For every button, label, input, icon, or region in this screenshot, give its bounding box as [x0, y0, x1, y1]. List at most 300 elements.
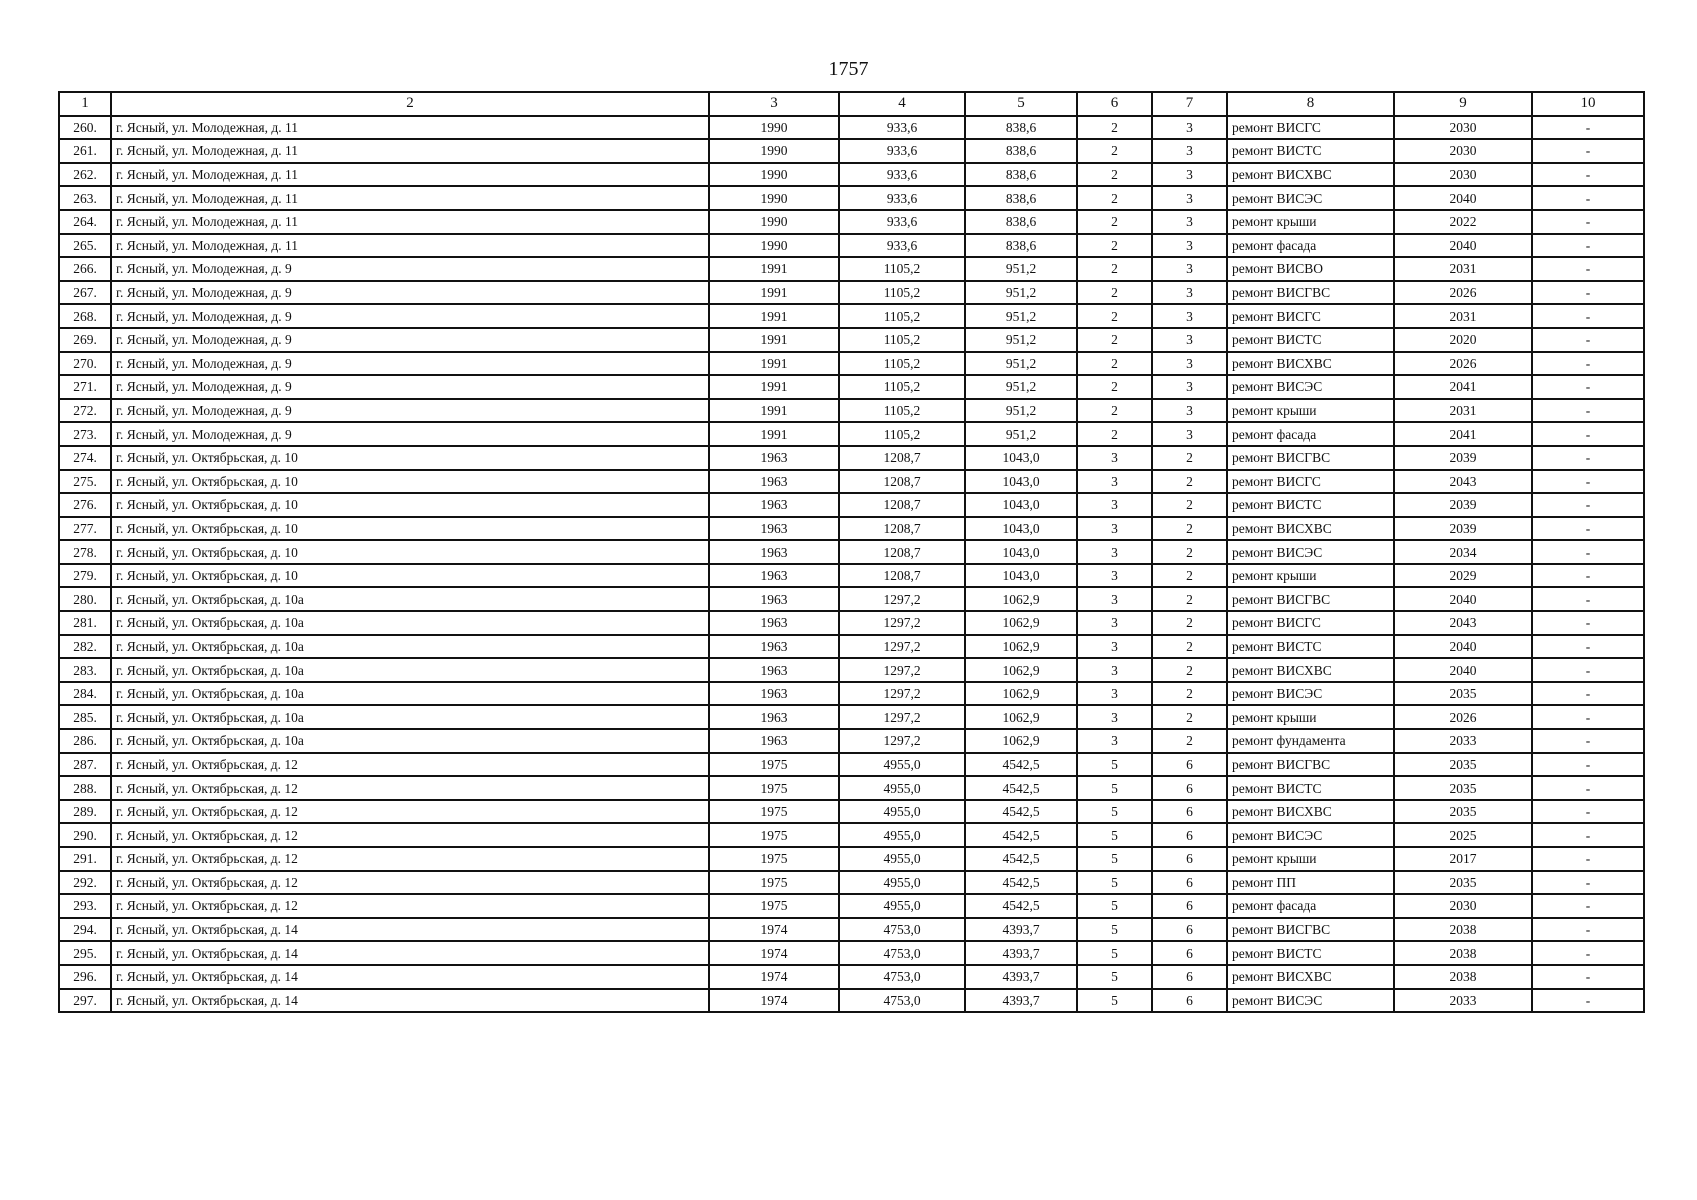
entrances-cell: 6: [1152, 753, 1227, 777]
planned-year-cell: 2030: [1394, 163, 1532, 187]
floors-cell: 3: [1077, 729, 1152, 753]
row-number-cell: 271.: [59, 375, 111, 399]
build-year-cell: 1991: [709, 304, 839, 328]
work-type-cell: ремонт ВИСХВС: [1227, 965, 1394, 989]
note-cell: -: [1532, 729, 1644, 753]
total-area-cell: 1297,2: [839, 705, 965, 729]
floors-cell: 2: [1077, 281, 1152, 305]
floors-cell: 3: [1077, 705, 1152, 729]
row-number-cell: 282.: [59, 635, 111, 659]
living-area-cell: 4393,7: [965, 918, 1077, 942]
address-cell: г. Ясный, ул. Молодежная, д. 11: [111, 163, 709, 187]
build-year-cell: 1974: [709, 941, 839, 965]
floors-cell: 5: [1077, 753, 1152, 777]
work-type-cell: ремонт ВИСХВС: [1227, 800, 1394, 824]
address-cell: г. Ясный, ул. Октябрьская, д. 10а: [111, 682, 709, 706]
entrances-cell: 3: [1152, 139, 1227, 163]
note-cell: -: [1532, 847, 1644, 871]
row-number-cell: 287.: [59, 753, 111, 777]
row-number-cell: 291.: [59, 847, 111, 871]
living-area-cell: 4542,5: [965, 871, 1077, 895]
floors-cell: 2: [1077, 210, 1152, 234]
total-area-cell: 1105,2: [839, 328, 965, 352]
note-cell: -: [1532, 422, 1644, 446]
table-row: [59, 871, 1644, 895]
table-row: [59, 847, 1644, 871]
living-area-cell: 1062,9: [965, 587, 1077, 611]
build-year-cell: 1963: [709, 540, 839, 564]
total-area-cell: 4955,0: [839, 776, 965, 800]
row-number-cell: 278.: [59, 540, 111, 564]
work-type-cell: ремонт ВИСГВС: [1227, 918, 1394, 942]
build-year-cell: 1963: [709, 682, 839, 706]
floors-cell: 2: [1077, 375, 1152, 399]
planned-year-cell: 2035: [1394, 776, 1532, 800]
floors-cell: 5: [1077, 894, 1152, 918]
table-row: [59, 470, 1644, 494]
living-area-cell: 951,2: [965, 352, 1077, 376]
row-number-cell: 285.: [59, 705, 111, 729]
build-year-cell: 1975: [709, 823, 839, 847]
table-row: [59, 540, 1644, 564]
living-area-cell: 838,6: [965, 139, 1077, 163]
row-number-cell: 265.: [59, 234, 111, 258]
entrances-cell: 6: [1152, 776, 1227, 800]
work-type-cell: ремонт ВИСТС: [1227, 941, 1394, 965]
entrances-cell: 2: [1152, 446, 1227, 470]
entrances-cell: 3: [1152, 210, 1227, 234]
build-year-cell: 1991: [709, 352, 839, 376]
floors-cell: 3: [1077, 470, 1152, 494]
build-year-cell: 1963: [709, 658, 839, 682]
row-number-cell: 272.: [59, 399, 111, 423]
work-type-cell: ремонт ВИСХВС: [1227, 163, 1394, 187]
floors-cell: 3: [1077, 635, 1152, 659]
build-year-cell: 1963: [709, 705, 839, 729]
total-area-cell: 1105,2: [839, 281, 965, 305]
table-row: [59, 587, 1644, 611]
work-type-cell: ремонт ВИСХВС: [1227, 658, 1394, 682]
living-area-cell: 1043,0: [965, 517, 1077, 541]
work-type-cell: ремонт фундамента: [1227, 729, 1394, 753]
planned-year-cell: 2038: [1394, 941, 1532, 965]
entrances-cell: 3: [1152, 257, 1227, 281]
build-year-cell: 1975: [709, 847, 839, 871]
row-number-cell: 283.: [59, 658, 111, 682]
living-area-cell: 1043,0: [965, 564, 1077, 588]
living-area-cell: 951,2: [965, 422, 1077, 446]
work-type-cell: ремонт ВИСГС: [1227, 470, 1394, 494]
total-area-cell: 933,6: [839, 210, 965, 234]
total-area-cell: 1105,2: [839, 399, 965, 423]
living-area-cell: 951,2: [965, 375, 1077, 399]
note-cell: -: [1532, 965, 1644, 989]
planned-year-cell: 2020: [1394, 328, 1532, 352]
address-cell: г. Ясный, ул. Октябрьская, д. 10а: [111, 658, 709, 682]
planned-year-cell: 2035: [1394, 871, 1532, 895]
planned-year-cell: 2031: [1394, 304, 1532, 328]
entrances-cell: 2: [1152, 564, 1227, 588]
build-year-cell: 1991: [709, 257, 839, 281]
row-number-cell: 280.: [59, 587, 111, 611]
build-year-cell: 1990: [709, 116, 839, 140]
total-area-cell: 933,6: [839, 116, 965, 140]
work-type-cell: ремонт фасада: [1227, 234, 1394, 258]
living-area-cell: 1043,0: [965, 446, 1077, 470]
floors-cell: 3: [1077, 446, 1152, 470]
floors-cell: 2: [1077, 257, 1152, 281]
address-cell: г. Ясный, ул. Октябрьская, д. 12: [111, 894, 709, 918]
floors-cell: 2: [1077, 304, 1152, 328]
planned-year-cell: 2038: [1394, 918, 1532, 942]
living-area-cell: 1062,9: [965, 705, 1077, 729]
note-cell: -: [1532, 139, 1644, 163]
entrances-cell: 6: [1152, 871, 1227, 895]
floors-cell: 3: [1077, 517, 1152, 541]
address-cell: г. Ясный, ул. Молодежная, д. 9: [111, 328, 709, 352]
address-cell: г. Ясный, ул. Октябрьская, д. 14: [111, 941, 709, 965]
work-type-cell: ремонт ВИСХВС: [1227, 352, 1394, 376]
floors-cell: 3: [1077, 611, 1152, 635]
table-row: [59, 163, 1644, 187]
total-area-cell: 4955,0: [839, 847, 965, 871]
floors-cell: 5: [1077, 823, 1152, 847]
total-area-cell: 933,6: [839, 139, 965, 163]
total-area-cell: 933,6: [839, 186, 965, 210]
planned-year-cell: 2030: [1394, 139, 1532, 163]
planned-year-cell: 2040: [1394, 186, 1532, 210]
note-cell: -: [1532, 281, 1644, 305]
table-row: [59, 611, 1644, 635]
work-type-cell: ремонт ВИСЭС: [1227, 186, 1394, 210]
address-cell: г. Ясный, ул. Октябрьская, д. 10: [111, 540, 709, 564]
note-cell: -: [1532, 186, 1644, 210]
build-year-cell: 1990: [709, 210, 839, 234]
column-header: 4: [839, 92, 965, 116]
note-cell: -: [1532, 375, 1644, 399]
living-area-cell: 838,6: [965, 234, 1077, 258]
note-cell: -: [1532, 871, 1644, 895]
address-cell: г. Ясный, ул. Молодежная, д. 9: [111, 257, 709, 281]
entrances-cell: 2: [1152, 493, 1227, 517]
work-type-cell: ремонт ВИСГС: [1227, 304, 1394, 328]
planned-year-cell: 2041: [1394, 422, 1532, 446]
planned-year-cell: 2034: [1394, 540, 1532, 564]
row-number-cell: 268.: [59, 304, 111, 328]
work-type-cell: ремонт ВИСГВС: [1227, 446, 1394, 470]
address-cell: г. Ясный, ул. Молодежная, д. 9: [111, 422, 709, 446]
note-cell: -: [1532, 304, 1644, 328]
floors-cell: 5: [1077, 847, 1152, 871]
planned-year-cell: 2030: [1394, 116, 1532, 140]
living-area-cell: 1062,9: [965, 682, 1077, 706]
build-year-cell: 1991: [709, 281, 839, 305]
note-cell: -: [1532, 682, 1644, 706]
living-area-cell: 4542,5: [965, 823, 1077, 847]
entrances-cell: 3: [1152, 234, 1227, 258]
row-number-cell: 284.: [59, 682, 111, 706]
work-type-cell: ремонт фасада: [1227, 894, 1394, 918]
build-year-cell: 1963: [709, 564, 839, 588]
row-number-cell: 260.: [59, 116, 111, 140]
work-type-cell: ремонт ВИСТС: [1227, 139, 1394, 163]
work-type-cell: ремонт ВИСТС: [1227, 493, 1394, 517]
table-row: [59, 776, 1644, 800]
entrances-cell: 6: [1152, 800, 1227, 824]
planned-year-cell: 2043: [1394, 611, 1532, 635]
planned-year-cell: 2039: [1394, 517, 1532, 541]
row-number-cell: 276.: [59, 493, 111, 517]
address-cell: г. Ясный, ул. Октябрьская, д. 10: [111, 564, 709, 588]
living-area-cell: 1062,9: [965, 658, 1077, 682]
table-row: [59, 139, 1644, 163]
build-year-cell: 1974: [709, 965, 839, 989]
address-cell: г. Ясный, ул. Октябрьская, д. 14: [111, 965, 709, 989]
table-row: [59, 517, 1644, 541]
floors-cell: 2: [1077, 422, 1152, 446]
note-cell: -: [1532, 918, 1644, 942]
note-cell: -: [1532, 564, 1644, 588]
planned-year-cell: 2033: [1394, 729, 1532, 753]
living-area-cell: 951,2: [965, 328, 1077, 352]
table-row: [59, 658, 1644, 682]
address-cell: г. Ясный, ул. Молодежная, д. 9: [111, 281, 709, 305]
floors-cell: 5: [1077, 800, 1152, 824]
entrances-cell: 3: [1152, 352, 1227, 376]
work-type-cell: ремонт ВИСГВС: [1227, 587, 1394, 611]
row-number-cell: 269.: [59, 328, 111, 352]
address-cell: г. Ясный, ул. Октябрьская, д. 14: [111, 989, 709, 1013]
planned-year-cell: 2041: [1394, 375, 1532, 399]
planned-year-cell: 2039: [1394, 446, 1532, 470]
total-area-cell: 1297,2: [839, 635, 965, 659]
planned-year-cell: 2040: [1394, 658, 1532, 682]
entrances-cell: 3: [1152, 186, 1227, 210]
table-row: [59, 894, 1644, 918]
note-cell: -: [1532, 328, 1644, 352]
floors-cell: 3: [1077, 682, 1152, 706]
address-cell: г. Ясный, ул. Октябрьская, д. 12: [111, 776, 709, 800]
total-area-cell: 1297,2: [839, 587, 965, 611]
table-row: [59, 304, 1644, 328]
entrances-cell: 3: [1152, 328, 1227, 352]
row-number-cell: 288.: [59, 776, 111, 800]
table-row: [59, 705, 1644, 729]
note-cell: -: [1532, 163, 1644, 187]
floors-cell: 3: [1077, 493, 1152, 517]
entrances-cell: 3: [1152, 163, 1227, 187]
row-number-cell: 294.: [59, 918, 111, 942]
entrances-cell: 2: [1152, 658, 1227, 682]
entrances-cell: 6: [1152, 989, 1227, 1013]
living-area-cell: 838,6: [965, 116, 1077, 140]
floors-cell: 3: [1077, 564, 1152, 588]
column-header: 7: [1152, 92, 1227, 116]
row-number-cell: 261.: [59, 139, 111, 163]
build-year-cell: 1990: [709, 234, 839, 258]
total-area-cell: 4753,0: [839, 918, 965, 942]
address-cell: г. Ясный, ул. Октябрьская, д. 10: [111, 470, 709, 494]
note-cell: -: [1532, 517, 1644, 541]
planned-year-cell: 2040: [1394, 635, 1532, 659]
work-type-cell: ремонт ВИСВО: [1227, 257, 1394, 281]
build-year-cell: 1991: [709, 375, 839, 399]
entrances-cell: 2: [1152, 729, 1227, 753]
planned-year-cell: 2031: [1394, 399, 1532, 423]
row-number-cell: 296.: [59, 965, 111, 989]
address-cell: г. Ясный, ул. Молодежная, д. 9: [111, 399, 709, 423]
floors-cell: 2: [1077, 352, 1152, 376]
planned-year-cell: 2026: [1394, 352, 1532, 376]
total-area-cell: 933,6: [839, 234, 965, 258]
living-area-cell: 4393,7: [965, 989, 1077, 1013]
row-number-cell: 274.: [59, 446, 111, 470]
living-area-cell: 951,2: [965, 257, 1077, 281]
total-area-cell: 4955,0: [839, 753, 965, 777]
row-number-cell: 293.: [59, 894, 111, 918]
total-area-cell: 1105,2: [839, 304, 965, 328]
note-cell: -: [1532, 800, 1644, 824]
living-area-cell: 1062,9: [965, 611, 1077, 635]
row-number-cell: 263.: [59, 186, 111, 210]
note-cell: -: [1532, 705, 1644, 729]
table-row: [59, 682, 1644, 706]
build-year-cell: 1991: [709, 328, 839, 352]
table-row: [59, 918, 1644, 942]
address-cell: г. Ясный, ул. Октябрьская, д. 12: [111, 871, 709, 895]
floors-cell: 5: [1077, 989, 1152, 1013]
column-header: 3: [709, 92, 839, 116]
entrances-cell: 3: [1152, 116, 1227, 140]
living-area-cell: 4393,7: [965, 965, 1077, 989]
work-type-cell: ремонт ПП: [1227, 871, 1394, 895]
address-cell: г. Ясный, ул. Молодежная, д. 11: [111, 139, 709, 163]
entrances-cell: 6: [1152, 965, 1227, 989]
work-type-cell: ремонт крыши: [1227, 705, 1394, 729]
work-type-cell: ремонт крыши: [1227, 399, 1394, 423]
table-row: [59, 493, 1644, 517]
address-cell: г. Ясный, ул. Октябрьская, д. 10а: [111, 729, 709, 753]
living-area-cell: 1043,0: [965, 493, 1077, 517]
floors-cell: 2: [1077, 116, 1152, 140]
build-year-cell: 1963: [709, 517, 839, 541]
living-area-cell: 1062,9: [965, 635, 1077, 659]
column-header: 9: [1394, 92, 1532, 116]
table-row: [59, 257, 1644, 281]
total-area-cell: 4753,0: [839, 989, 965, 1013]
row-number-cell: 295.: [59, 941, 111, 965]
floors-cell: 5: [1077, 918, 1152, 942]
total-area-cell: 933,6: [839, 163, 965, 187]
row-number-cell: 281.: [59, 611, 111, 635]
living-area-cell: 951,2: [965, 399, 1077, 423]
work-type-cell: ремонт крыши: [1227, 847, 1394, 871]
living-area-cell: 838,6: [965, 163, 1077, 187]
table-row: [59, 186, 1644, 210]
planned-year-cell: 2030: [1394, 894, 1532, 918]
total-area-cell: 4955,0: [839, 800, 965, 824]
entrances-cell: 6: [1152, 918, 1227, 942]
build-year-cell: 1963: [709, 729, 839, 753]
row-number-cell: 289.: [59, 800, 111, 824]
table-row: [59, 399, 1644, 423]
build-year-cell: 1990: [709, 186, 839, 210]
column-header: 1: [59, 92, 111, 116]
note-cell: -: [1532, 470, 1644, 494]
planned-year-cell: 2026: [1394, 281, 1532, 305]
address-cell: г. Ясный, ул. Октябрьская, д. 10а: [111, 705, 709, 729]
living-area-cell: 951,2: [965, 304, 1077, 328]
entrances-cell: 6: [1152, 823, 1227, 847]
planned-year-cell: 2039: [1394, 493, 1532, 517]
work-type-cell: ремонт крыши: [1227, 564, 1394, 588]
address-cell: г. Ясный, ул. Октябрьская, д. 12: [111, 800, 709, 824]
living-area-cell: 4542,5: [965, 800, 1077, 824]
floors-cell: 5: [1077, 776, 1152, 800]
entrances-cell: 6: [1152, 847, 1227, 871]
total-area-cell: 1208,7: [839, 446, 965, 470]
floors-cell: 3: [1077, 658, 1152, 682]
total-area-cell: 4955,0: [839, 823, 965, 847]
total-area-cell: 1105,2: [839, 352, 965, 376]
row-number-cell: 262.: [59, 163, 111, 187]
address-cell: г. Ясный, ул. Октябрьская, д. 10а: [111, 611, 709, 635]
column-header: 8: [1227, 92, 1394, 116]
repair-registry-table: [58, 91, 1645, 1013]
planned-year-cell: 2035: [1394, 800, 1532, 824]
column-header: 5: [965, 92, 1077, 116]
row-number-cell: 297.: [59, 989, 111, 1013]
entrances-cell: 2: [1152, 611, 1227, 635]
build-year-cell: 1975: [709, 800, 839, 824]
living-area-cell: 1062,9: [965, 729, 1077, 753]
table-row: [59, 234, 1644, 258]
total-area-cell: 4955,0: [839, 871, 965, 895]
total-area-cell: 1297,2: [839, 729, 965, 753]
floors-cell: 2: [1077, 139, 1152, 163]
entrances-cell: 6: [1152, 941, 1227, 965]
work-type-cell: ремонт ВИСЭС: [1227, 823, 1394, 847]
build-year-cell: 1963: [709, 470, 839, 494]
work-type-cell: ремонт ВИСТС: [1227, 635, 1394, 659]
row-number-cell: 286.: [59, 729, 111, 753]
row-number-cell: 273.: [59, 422, 111, 446]
build-year-cell: 1963: [709, 587, 839, 611]
page-number: 1757: [828, 58, 869, 80]
total-area-cell: 1208,7: [839, 470, 965, 494]
work-type-cell: ремонт ВИСЭС: [1227, 540, 1394, 564]
planned-year-cell: 2033: [1394, 989, 1532, 1013]
address-cell: г. Ясный, ул. Молодежная, д. 9: [111, 352, 709, 376]
column-number-row: [59, 92, 1644, 116]
table-row: [59, 941, 1644, 965]
total-area-cell: 1105,2: [839, 257, 965, 281]
table-row: [59, 210, 1644, 234]
build-year-cell: 1991: [709, 422, 839, 446]
planned-year-cell: 2022: [1394, 210, 1532, 234]
note-cell: -: [1532, 894, 1644, 918]
note-cell: -: [1532, 540, 1644, 564]
floors-cell: 2: [1077, 399, 1152, 423]
work-type-cell: ремонт крыши: [1227, 210, 1394, 234]
build-year-cell: 1975: [709, 894, 839, 918]
address-cell: г. Ясный, ул. Молодежная, д. 9: [111, 375, 709, 399]
column-header: 10: [1532, 92, 1644, 116]
build-year-cell: 1990: [709, 163, 839, 187]
note-cell: -: [1532, 446, 1644, 470]
table-row: [59, 800, 1644, 824]
build-year-cell: 1991: [709, 399, 839, 423]
